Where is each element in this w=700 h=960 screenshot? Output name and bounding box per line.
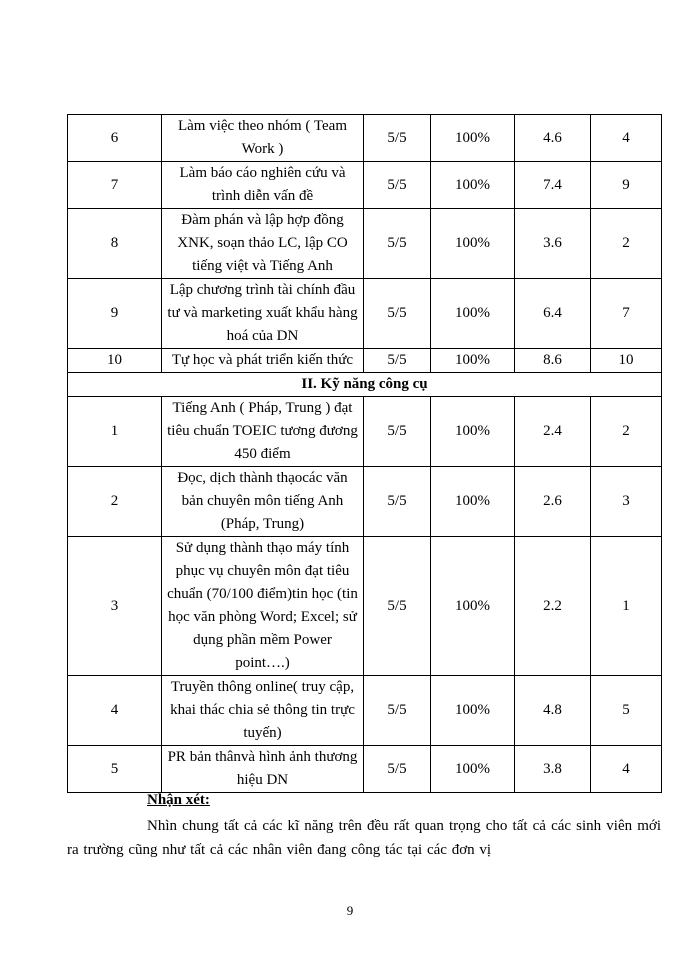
average-cell: 8.6 (515, 349, 591, 373)
score-cell: 5/5 (364, 209, 431, 279)
percent-cell: 100% (431, 115, 515, 162)
rank-cell: 5 (591, 676, 662, 746)
score-cell: 5/5 (364, 676, 431, 746)
rank-cell: 1 (591, 537, 662, 676)
average-cell: 4.8 (515, 676, 591, 746)
skill-description: PR bản thânvà hình ảnh thương hiệu DN (162, 746, 364, 793)
average-cell: 3.6 (515, 209, 591, 279)
average-cell: 2.6 (515, 467, 591, 537)
table-row (68, 349, 662, 373)
skill-description: Làm việc theo nhóm ( Team Work ) (162, 115, 364, 162)
comment-text: Nhìn chung tất cả các kĩ năng trên đều rất quan trọng cho tất cả các sinh viên mới ra trường cũng như tất cả các nhân viên đang công tác tại các đơn vị (67, 818, 661, 858)
row-number: 8 (68, 209, 162, 279)
skill-description: Truyền thông online( truy cập, khai thác chia sẻ thông tin trực tuyến) (162, 676, 364, 746)
percent-cell: 100% (431, 467, 515, 537)
row-number: 3 (68, 537, 162, 676)
skill-description: Đàm phán và lập hợp đồng XNK, soạn thảo LC, lập CO tiếng việt và Tiếng Anh (162, 209, 364, 279)
average-cell: 3.8 (515, 746, 591, 793)
average-cell: 6.4 (515, 279, 591, 349)
skill-description: Sử dụng thành thạo máy tính phục vụ chuyên môn đạt tiêu chuẩn (70/100 điểm)tin học (tin học văn phòng Word; Excel; sử dụng phần mềm Power point….) (162, 537, 364, 676)
average-cell: 2.4 (515, 397, 591, 467)
percent-cell: 100% (431, 397, 515, 467)
rank-cell: 9 (591, 162, 662, 209)
percent-cell: 100% (431, 746, 515, 793)
row-number: 1 (68, 397, 162, 467)
score-cell: 5/5 (364, 162, 431, 209)
table-row (68, 397, 662, 467)
average-cell: 4.6 (515, 115, 591, 162)
comment-section (67, 788, 661, 862)
row-number: 4 (68, 676, 162, 746)
rank-cell: 4 (591, 746, 662, 793)
row-number: 5 (68, 746, 162, 793)
row-number: 2 (68, 467, 162, 537)
score-cell: 5/5 (364, 115, 431, 162)
table-row (68, 676, 662, 746)
section-title: II. Kỹ năng công cụ (68, 373, 662, 397)
rank-cell: 2 (591, 209, 662, 279)
average-cell: 2.2 (515, 537, 591, 676)
row-number: 7 (68, 162, 162, 209)
skill-description: Làm báo cáo nghiên cứu và trình diễn vấn đề (162, 162, 364, 209)
table-row (68, 746, 662, 793)
page-number: 9 (346, 903, 354, 918)
comment-title: Nhận xét: (147, 792, 210, 808)
rank-cell: 4 (591, 115, 662, 162)
percent-cell: 100% (431, 676, 515, 746)
percent-cell: 100% (431, 349, 515, 373)
skill-description: Lập chương trình tài chính đầu tư và marketing xuất khẩu hàng hoá của DN (162, 279, 364, 349)
table-row (68, 209, 662, 279)
rank-cell: 2 (591, 397, 662, 467)
score-cell: 5/5 (364, 467, 431, 537)
score-cell: 5/5 (364, 537, 431, 676)
table-row (68, 467, 662, 537)
skill-description: Tự học và phát triển kiến thức (162, 349, 364, 373)
rank-cell: 10 (591, 349, 662, 373)
table-row (68, 279, 662, 349)
percent-cell: 100% (431, 162, 515, 209)
section-header-row (68, 373, 662, 397)
score-cell: 5/5 (364, 349, 431, 373)
skill-description: Tiếng Anh ( Pháp, Trung ) đạt tiêu chuẩn TOEIC tương đương 450 điểm (162, 397, 364, 467)
row-number: 6 (68, 115, 162, 162)
percent-cell: 100% (431, 279, 515, 349)
row-number: 10 (68, 349, 162, 373)
percent-cell: 100% (431, 537, 515, 676)
skill-description: Đọc, dịch thành thạocác văn bản chuyên môn tiếng Anh (Pháp, Trung) (162, 467, 364, 537)
score-cell: 5/5 (364, 397, 431, 467)
row-number: 9 (68, 279, 162, 349)
percent-cell: 100% (431, 209, 515, 279)
table-row (68, 162, 662, 209)
score-cell: 5/5 (364, 746, 431, 793)
table-row (68, 537, 662, 676)
rank-cell: 3 (591, 467, 662, 537)
skills-table (67, 114, 662, 793)
table-row (68, 115, 662, 162)
rank-cell: 7 (591, 279, 662, 349)
score-cell: 5/5 (364, 279, 431, 349)
average-cell: 7.4 (515, 162, 591, 209)
